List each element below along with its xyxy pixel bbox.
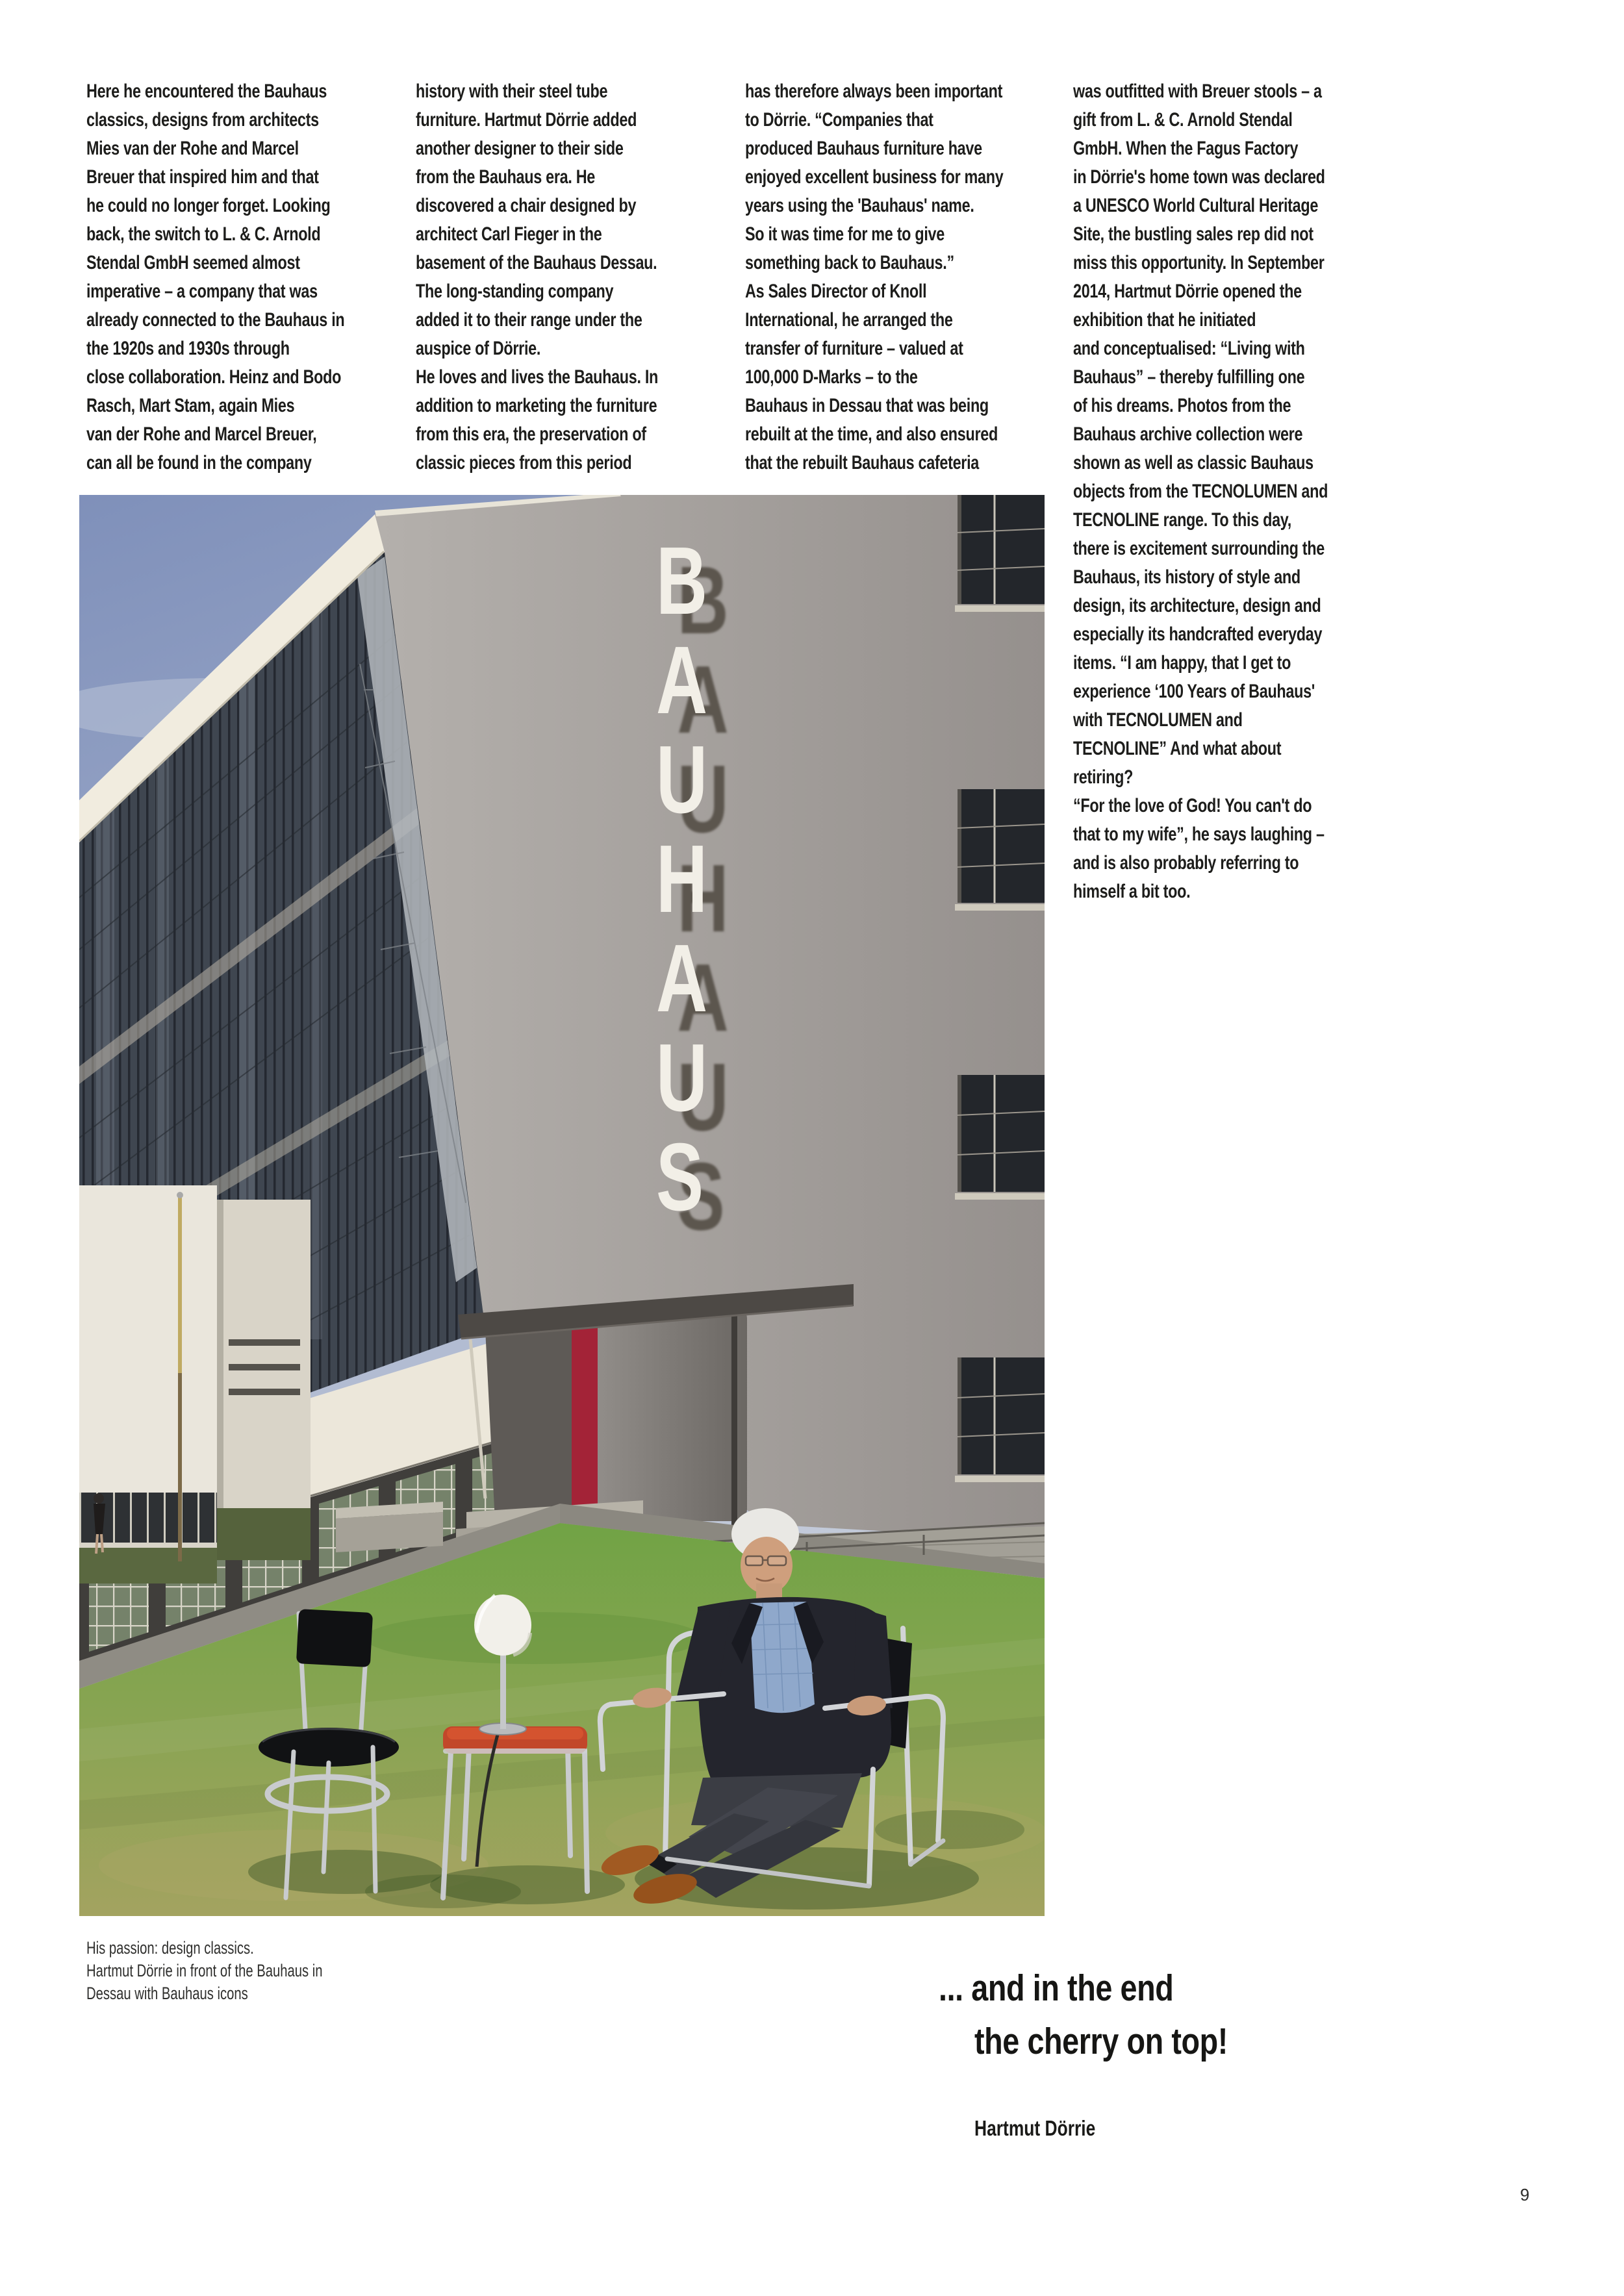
wall-window	[955, 789, 1045, 911]
article-text-line: with TECNOLUMEN and	[1073, 709, 1243, 731]
article-text-line: that the rebuilt Bauhaus cafeteria	[745, 452, 979, 473]
article-text-line: Bauhaus in Dessau that was being	[745, 395, 989, 416]
article-text-line: that to my wife”, he says laughing –	[1073, 824, 1325, 845]
article-text-line: in Dörrie's home town was declared	[1073, 166, 1325, 188]
caption-line: Dessau with Bauhaus icons	[86, 1984, 248, 2003]
article-text-line: TECNOLINE range. To this day,	[1073, 509, 1291, 531]
chair-backrest	[296, 1609, 373, 1667]
article-text-line: of his dreams. Photos from the	[1073, 395, 1291, 416]
bauhaus-sign-letter: A	[656, 627, 708, 734]
article-text-line: discovered a chair designed by	[416, 195, 637, 216]
article-text-line: classics, designs from architects	[86, 109, 319, 131]
article-text-line: history with their steel tube	[416, 81, 608, 102]
article-text-line: he could no longer forget. Looking	[86, 195, 331, 216]
article-text-line: Stendal GmbH seemed almost	[86, 252, 300, 273]
article-text-line: the 1920s and 1930s through	[86, 338, 290, 359]
article-text-line: was outfitted with Breuer stools – a	[1073, 81, 1322, 102]
article-text-line: rebuilt at the time, and also ensured	[745, 423, 998, 445]
entrance-block	[598, 1307, 747, 1521]
bauhaus-sign-letter: A	[656, 925, 708, 1032]
article-column-4	[1073, 77, 1328, 906]
photo-bauhaus-dessau	[79, 495, 1045, 1916]
photo-caption	[86, 1937, 323, 2005]
article-text-line: produced Bauhaus furniture have	[745, 138, 982, 159]
article-text-line: International, he arranged the	[745, 309, 953, 331]
article-text-line: furniture. Hartmut Dörrie added	[416, 109, 637, 131]
article-column-1	[86, 77, 344, 477]
article-text-line: items. “I am happy, that I get to	[1073, 652, 1291, 674]
bauhaus-sign-letter: U	[656, 1024, 708, 1131]
article-text-line: The long-standing company	[416, 281, 614, 302]
article-text-line: something back to Bauhaus.”	[745, 252, 954, 273]
article-text-line: GmbH. When the Fagus Factory	[1073, 138, 1299, 159]
article-text-line: So it was time for me to give	[745, 223, 945, 245]
article-text-line: Bauhaus” – thereby fulfilling one	[1073, 366, 1305, 388]
drainpipe	[731, 1315, 737, 1529]
entrance-door-red	[572, 1328, 600, 1511]
article-text-line: addition to marketing the furniture	[416, 395, 657, 416]
article-text-line: 2014, Hartmut Dörrie opened the	[1073, 281, 1302, 302]
wall-window	[955, 1075, 1045, 1200]
article-text-line: and is also probably referring to	[1073, 852, 1299, 874]
article-text-line: to Dörrie. “Companies that	[745, 109, 933, 131]
article-text-line: from the Bauhaus era. He	[416, 166, 595, 188]
stone-plinth-front	[336, 1512, 443, 1552]
photo-illustration	[79, 495, 1045, 1916]
article-text-line: imperative – a company that was	[86, 281, 318, 302]
article-text-line: Breuer that inspired him and that	[86, 166, 319, 188]
article-text-line: retiring?	[1073, 766, 1134, 788]
pull-quote-attribution: Hartmut Dörrie	[974, 2116, 1096, 2140]
bauhaus-sign-letter: B	[656, 527, 708, 635]
article-text-line: basement of the Bauhaus Dessau.	[416, 252, 657, 273]
page-number: 9	[1520, 2185, 1530, 2204]
article-text-line: miss this opportunity. In September	[1073, 252, 1325, 273]
caption-line: His passion: design classics.	[86, 1938, 254, 1958]
lamp-shade	[474, 1595, 531, 1656]
article-text-line: classic pieces from this period	[416, 452, 632, 473]
article-text-line: exhibition that he initiated	[1073, 309, 1256, 331]
article-text-line: himself a bit too.	[1073, 881, 1191, 902]
article-text-line: transfer of furniture – valued at	[745, 338, 963, 359]
article-text-line: “For the love of God! You can't do	[1073, 795, 1312, 816]
article-text-line: objects from the TECNOLUMEN and	[1073, 481, 1328, 502]
article-text-line: Mies van der Rohe and Marcel	[86, 138, 299, 159]
article-text-line: shown as well as classic Bauhaus	[1073, 452, 1313, 473]
background-building	[79, 1185, 311, 1583]
article-text-line: added it to their range under the	[416, 309, 642, 331]
pull-quote-line-2: the cherry on top!	[974, 2021, 1228, 2062]
article-text-line: Here he encountered the Bauhaus	[86, 81, 327, 102]
article-text-line: enjoyed excellent business for many	[745, 166, 1004, 188]
article-text-line: He loves and lives the Bauhaus. In	[416, 366, 659, 388]
article-column-3	[745, 77, 1003, 477]
bauhaus-sign	[656, 527, 708, 1231]
article-text-line: years using the 'Bauhaus' name.	[745, 195, 974, 216]
bauhaus-sign-letter: H	[656, 826, 708, 933]
article-column-2	[416, 77, 658, 477]
article-text-line: Site, the bustling sales rep did not	[1073, 223, 1313, 245]
article-text-line: already connected to the Bauhaus in	[86, 309, 345, 331]
article-text-line: from this era, the preservation of	[416, 423, 646, 445]
article-text-line: has therefore always been important	[745, 81, 1003, 102]
article-text-line: Rasch, Mart Stam, again Mies	[86, 395, 295, 416]
article-text-line: design, its architecture, design and	[1073, 595, 1321, 616]
article-text-line: TECNOLINE” And what about	[1073, 738, 1282, 759]
bauhaus-sign-letter: S	[656, 1124, 704, 1231]
article-text-line: auspice of Dörrie.	[416, 338, 541, 359]
article-text-line: a UNESCO World Cultural Heritage	[1073, 195, 1319, 216]
article-text-line: architect Carl Fieger in the	[416, 223, 602, 245]
wall-window	[955, 1357, 1045, 1482]
bauhaus-sign-letter: U	[656, 726, 708, 833]
article-text-line: Bauhaus archive collection were	[1073, 423, 1303, 445]
caption-line: Hartmut Dörrie in front of the Bauhaus in	[86, 1961, 323, 1980]
article-text-line: van der Rohe and Marcel Breuer,	[86, 423, 317, 445]
article-text-line: gift from L. & C. Arnold Stendal	[1073, 109, 1293, 131]
article-text-line: As Sales Director of Knoll	[745, 281, 927, 302]
wall-window	[955, 495, 1045, 612]
article-text-line: 100,000 D-Marks – to the	[745, 366, 918, 388]
article-text-line: experience ‘100 Years of Bauhaus'	[1073, 681, 1315, 702]
article-text-line: and conceptualised: “Living with	[1073, 338, 1305, 359]
pull-quote-line-1: ... and in the end	[939, 1967, 1174, 2009]
article-text-line: another designer to their side	[416, 138, 624, 159]
article-text-line: especially its handcrafted everyday	[1073, 624, 1323, 645]
article-text-line: back, the switch to L. & C. Arnold	[86, 223, 321, 245]
article-text-line: Bauhaus, its history of style and	[1073, 566, 1300, 588]
article-text-line: close collaboration. Heinz and Bodo	[86, 366, 342, 388]
article-text-line: can all be found in the company	[86, 452, 312, 473]
article-text-line: there is excitement surrounding the	[1073, 538, 1325, 559]
